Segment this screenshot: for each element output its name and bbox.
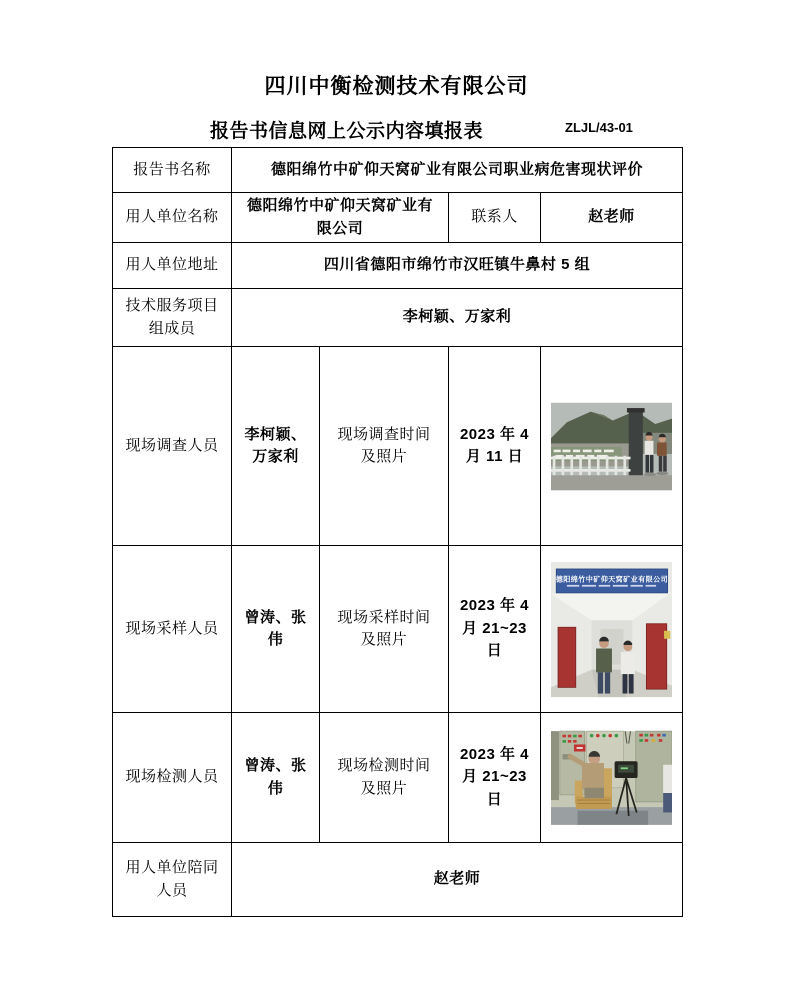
- report-name-value: 德阳绵竹中矿仰天窝矿业有限公司职业病危害现状评价: [232, 148, 683, 193]
- row-employer-address: [113, 243, 683, 289]
- survey-photo: [551, 397, 672, 496]
- sampling-staff-names: 曾涛、张伟: [232, 546, 320, 713]
- testing-date: 2023 年 4 月 21~23 日: [449, 713, 541, 843]
- contact-value: 赵老师: [541, 193, 683, 243]
- escort-value: 赵老师: [232, 843, 683, 917]
- testing-photo: [551, 725, 672, 831]
- testing-photo-cell: [541, 713, 683, 843]
- report-name-label: 报告书名称: [113, 148, 232, 193]
- sampling-staff-label: 现场采样人员: [113, 546, 232, 713]
- testing-staff-label: 现场检测人员: [113, 713, 232, 843]
- employer-address-value: 四川省德阳市绵竹市汉旺镇牛鼻村 5 组: [232, 243, 683, 289]
- testing-time-label: 现场检测时间及照片: [320, 713, 449, 843]
- sampling-time-label: 现场采样时间及照片: [320, 546, 449, 713]
- report-info-table: [112, 147, 683, 917]
- survey-time-label: 现场调查时间及照片: [320, 347, 449, 546]
- partial-person-right: [663, 764, 672, 812]
- survey-date: 2023 年 4 月 11 日: [449, 347, 541, 546]
- sampling-photo: [551, 553, 672, 706]
- employer-name-value: 德阳绵竹中矿仰天窝矿业有限公司: [232, 193, 449, 243]
- page-title: 四川中衡检测技术有限公司: [264, 75, 529, 98]
- row-escort: [113, 843, 683, 917]
- row-survey: [113, 347, 683, 546]
- wall-notice: [664, 630, 670, 638]
- row-sampling: [113, 546, 683, 713]
- survey-staff-names: 李柯颖、万家利: [232, 347, 320, 546]
- row-employer-name: [113, 193, 683, 243]
- project-team-label: 技术服务项目组成员: [113, 289, 232, 347]
- survey-staff-label: 现场调查人员: [113, 347, 232, 546]
- survey-photo-cell: [541, 347, 683, 546]
- sampling-photo-cell: [541, 546, 683, 713]
- row-testing: [113, 713, 683, 843]
- testing-staff-names: 曾涛、张伟: [232, 713, 320, 843]
- escort-label: 用人单位陪同人员: [113, 843, 232, 917]
- row-report-name: [113, 148, 683, 193]
- employer-address-label: 用人单位地址: [113, 243, 232, 289]
- ground: [551, 475, 672, 490]
- company-sign: [556, 568, 668, 592]
- sign-text: 德阳绵竹中矿仰天窝矿业有限公司: [555, 575, 669, 583]
- gate-pillar: [629, 409, 643, 481]
- doc-code: ZLJL/43-01: [565, 120, 633, 135]
- left-red-door: [558, 627, 576, 687]
- contact-label: 联系人: [449, 193, 541, 243]
- right-red-door: [646, 623, 666, 688]
- project-team-value: 李柯颖、万家利: [232, 289, 683, 347]
- far-buildings: [639, 432, 672, 453]
- row-project-team: [113, 289, 683, 347]
- person-white-shirt: [645, 431, 654, 472]
- page-subtitle: 报告书信息网上公示内容填报表: [209, 121, 483, 142]
- employer-name-label: 用人单位名称: [113, 193, 232, 243]
- sampling-date: 2023 年 4 月 21~23 日: [449, 546, 541, 713]
